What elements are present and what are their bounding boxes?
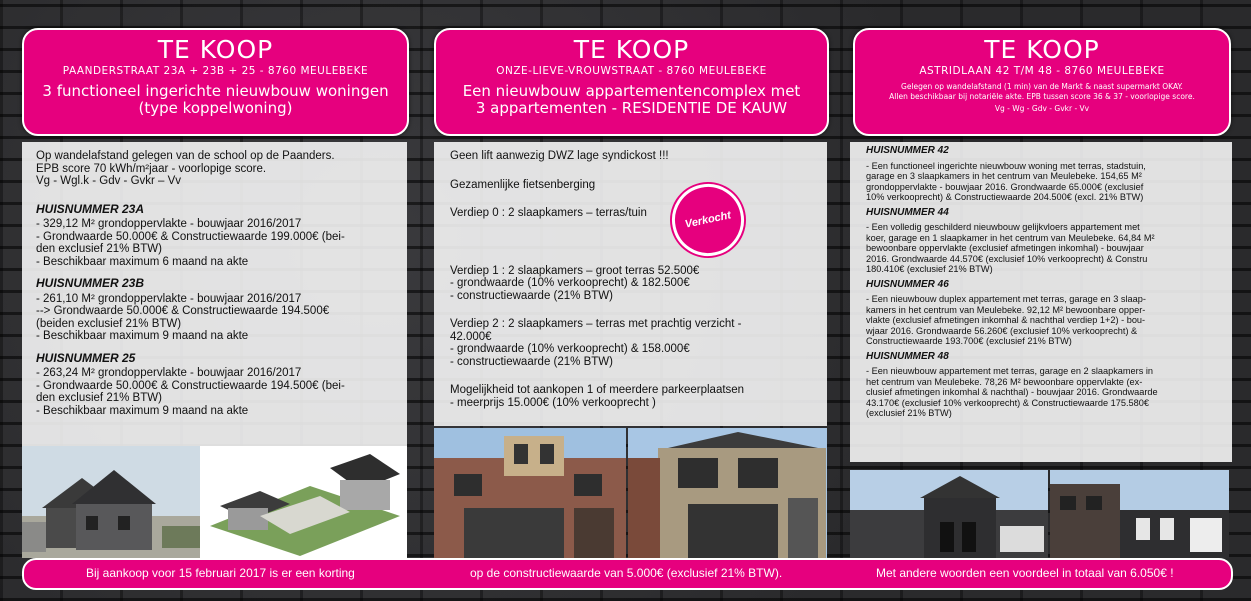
house-line: 43.170€ (exclusief 10% verkooprecht) & Constructiewaarde 175.580€ (866, 397, 1149, 408)
floor-line: Verdiep 1 : 2 slaapkamers – groot terras 52.500€ (450, 264, 700, 277)
floor-line: - grondwaarde (10% verkooprecht) & 182.500€ (450, 277, 690, 289)
house-line: - Een volledig geschilderd nieuwbouw gelijkvloers appartement met (866, 222, 1140, 232)
house-line: --> Grondwaarde 50.000€ & Constructiewaarde 194.500€ (36, 305, 330, 317)
footer-text-2: op de constructiewaarde van 5.000€ (exclusief 21% BTW). (470, 566, 783, 580)
parking-line: Mogelijkheid tot aankopen 1 of meerdere parkeerplaatsen (450, 384, 745, 396)
header-subtitle-2: 3 appartementen - RESIDENTIE DE KAUW (475, 99, 788, 117)
photo-astridlaan-side (1050, 470, 1229, 558)
house-line: (beiden exclusief 21% BTW) (36, 317, 182, 330)
house-heading: HUISNUMMER 23A (36, 201, 145, 216)
header-subtitle-1: 3 functioneel ingerichte nieuwbouw woningen (42, 82, 389, 100)
text-paanderstraat (36, 150, 406, 417)
floor-line: 42.000€ (450, 330, 492, 343)
house-line: - 329,12 M² grondoppervlakte - bouwjaar 2016/2017 (36, 218, 302, 230)
house-line: - Beschikbaar maximum 9 maand na akte (36, 330, 249, 342)
house-line: den exclusief 21% BTW) (36, 392, 162, 404)
header-note-2: Allen beschikbaar bij notariële akte. EPB tussen score 36 & 37 - voorlopige score. (889, 92, 1195, 101)
info-line: Gezamenlijke fietsenberging (450, 178, 596, 191)
header-subtitle-2: (type koppelwoning) (138, 99, 293, 117)
intro-line: EPB score 70 kWh/m²jaar - voorlopige score. (36, 162, 267, 175)
footer-text-1: Bij aankoop voor 15 februari 2017 is er een korting (86, 566, 355, 580)
house-line: 10% verkooprecht) & Constructiewaarde 204.500€ (excl. 21% BTW) (866, 192, 1144, 202)
house-line: (exclusief 21% BTW) (866, 408, 952, 418)
intro-line: Op wandelafstand gelegen van de school op de Paanders. (36, 150, 335, 162)
house-line: grondoppervlakte - bouwjaar 2016. Grondwaarde 65.000€ (exclusief (866, 181, 1144, 192)
house-line: - Een nieuwbouw appartement met terras, garage en 2 slaapkamers in (866, 366, 1154, 376)
header-title: TE KOOP (157, 35, 274, 64)
header-note-3: Vg - Wg - Gdv - Gvkr - Vv (994, 104, 1090, 113)
house-line: clusief afmetingen inkomhal & nachthal) - bouwjaar 2016. Grondwaarde (866, 387, 1158, 397)
header-note-1: Gelegen op wandelafstand (1 min) van de Markt & naast supermarkt OKAY. (901, 82, 1183, 91)
house-line: - Grondwaarde 50.000€ & Constructiewaarde 199.000€ (bei- (36, 230, 345, 243)
floor-line: - constructiewaarde (21% BTW) (450, 289, 613, 302)
house-line: - 261,10 M² grondoppervlakte - bouwjaar 2016/2017 (36, 292, 302, 305)
header-address: PAANDERSTRAAT 23A + 23B + 25 - 8760 MEULEBEKE (62, 65, 369, 77)
header-onze-lieve-vrouwstraat (434, 28, 829, 136)
house-line: bewoonbare oppervlakte (exclusief afmetingen inkomhal) - bouwjaar (866, 243, 1144, 253)
discount-footer (22, 558, 1233, 590)
house-line: wjaar 2016. Grondwaarde 56.260€ (exclusief 10% verkooprecht) & (866, 325, 1138, 336)
floor-line: - constructiewaarde (21% BTW) (450, 355, 613, 368)
house-heading: HUISNUMMER 48 (866, 350, 949, 362)
house-line: - Grondwaarde 50.000€ & Constructiewaarde 194.500€ (bei- (36, 379, 345, 392)
house-line: - Beschikbaar maximum 6 maand na akte (36, 255, 249, 268)
floor-line: Verdiep 2 : 2 slaapkamers – terras met prachtig verzicht - (450, 318, 742, 330)
intro-line: Vg - Wgl.k - Gdv - Gvkr – Vv (36, 175, 182, 187)
sold-badge: Verkocht (665, 177, 750, 262)
parking-line: - meerprijs 15.000€ (10% verkooprecht ) (450, 396, 656, 409)
header-address: ONZE-LIEVE-VROUWSTRAAT - 8760 MEULEBEKE (496, 65, 767, 77)
house-heading: HUISNUMMER 44 (866, 206, 949, 218)
info-line: Verdiep 0 : 2 slaapkamers – terras/tuin (450, 207, 647, 219)
house-heading: HUISNUMMER 25 (36, 350, 136, 365)
house-line: den exclusief 21% BTW) (36, 243, 162, 255)
photo-astridlaan-front (850, 470, 1048, 558)
house-heading: HUISNUMMER 46 (866, 278, 949, 290)
photo-apartments-rear (628, 428, 827, 558)
house-line: - Beschikbaar maximum 9 maand na akte (36, 404, 249, 417)
house-line: - 263,24 M² grondoppervlakte - bouwjaar 2016/2017 (36, 367, 302, 379)
photo-houses-3d (200, 446, 407, 558)
house-line: - Een nieuwbouw duplex appartement met terras, garage en 3 slaap- (866, 294, 1146, 304)
house-line: garage en 3 slaapkamers in het centrum van Meulebeke. 154,65 M² (866, 171, 1142, 181)
house-line: 2016. Grondwaarde 44.570€ (exclusief 10% verkooprecht) & Constru (866, 253, 1148, 264)
floor-line: - grondwaarde (10% verkooprecht) & 158.000€ (450, 343, 690, 355)
header-paanderstraat (22, 28, 409, 136)
house-line: kamers in het centrum van Meulebeke. 92,12 M² bewoonbare opper- (866, 304, 1146, 315)
house-heading: HUISNUMMER 42 (866, 145, 949, 156)
info-line: Geen lift aanwezig DWZ lage syndickost !!! (450, 150, 669, 162)
house-line: 180.410€ (exclusief 21% BTW) (866, 264, 993, 274)
house-heading: HUISNUMMER 23B (36, 276, 145, 290)
header-astridlaan (853, 28, 1231, 136)
house-line: Constructiewaarde 193.700€ (exclusief 21% BTW) (866, 336, 1072, 346)
house-line: vlakte (exclusief afmetingen inkomhal & nachthal verdiep 1+2) - bou- (866, 315, 1146, 325)
photo-apartments-front (434, 428, 626, 558)
header-title: TE KOOP (984, 35, 1100, 64)
footer-text-3: Met andere woorden een voordeel in totaal van 6.050€ ! (876, 566, 1174, 580)
photo-houses-render (22, 446, 200, 558)
house-line: - Een functioneel ingerichte nieuwbouw woning met terras, stadstuin, (866, 160, 1146, 171)
text-astridlaan (866, 146, 1228, 419)
header-subtitle-1: Een nieuwbouw appartementencomplex met (462, 82, 801, 100)
text-onze-lieve-vrouwstraat (450, 150, 825, 409)
header-address: ASTRIDLAAN 42 T/M 48 - 8760 MEULEBEKE (919, 65, 1165, 77)
house-line: het centrum van Meulebeke. 78,26 M² bewoonbare oppervlakte (ex- (866, 376, 1143, 387)
header-title: TE KOOP (573, 35, 690, 64)
house-line: koer, garage en 1 slaapkamer in het centrum van Meulebeke. 64,84 M² (866, 232, 1155, 243)
